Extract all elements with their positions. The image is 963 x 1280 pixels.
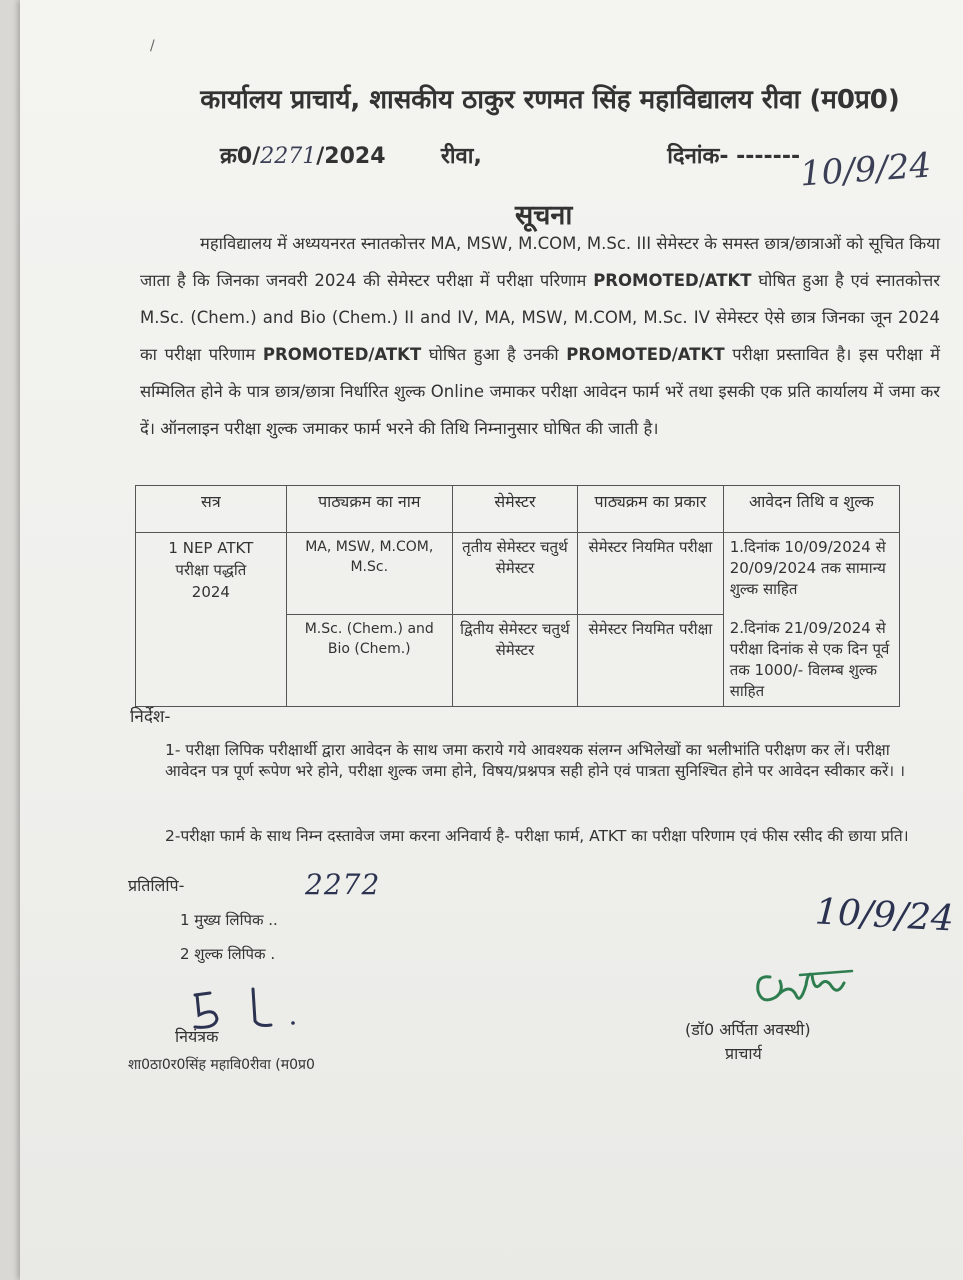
notice-title: सूचना bbox=[515, 200, 573, 231]
application-dates-cell bbox=[723, 533, 899, 707]
status-promoted-atkt-2: PROMOTED/ATKT bbox=[262, 345, 422, 364]
semester-cell: तृतीय सेमेस्टर चतुर्थ सेमेस्टर bbox=[452, 533, 577, 615]
application-period-2: 2.दिनांक 21/09/2024 से परीक्षा दिनांक से एक दिन पूर्व तक 1000/- विलम्ब शुल्क साहित bbox=[729, 619, 890, 700]
copy-item-fee-clerk: 2 शुल्क लिपिक . bbox=[180, 945, 276, 963]
notice-text-2: घोषित हुआ है एवं स्नातकोत्तर M.Sc. (Chem.) and Bio (Chem.) II and IV, MA, MSW, M.COM, M.Sc. IV सेमेस्टर ऐसे छात्र जिनका जून 2024 का परीक्षा परिणाम bbox=[140, 271, 940, 364]
office-heading: कार्यालय प्राचार्य, शासकीय ठाकुर रणमत सिंह महाविद्यालय रीवा (म0प्र0) bbox=[200, 85, 900, 115]
schedule-table bbox=[135, 485, 900, 707]
status-promoted-atkt-3: PROMOTED/ATKT bbox=[566, 345, 725, 364]
header-application-date-fee: आवेदन तिथि व शुल्क bbox=[723, 486, 899, 533]
table-header-row bbox=[136, 486, 900, 533]
principal-signature bbox=[740, 955, 870, 1015]
ref-prefix: क्र0/ bbox=[220, 144, 261, 169]
header-semester: सेमेस्टर bbox=[452, 486, 577, 533]
course-type-cell: सेमेस्टर नियमित परीक्षा bbox=[578, 533, 724, 615]
status-promoted-atkt-1: PROMOTED/ATKT bbox=[593, 271, 752, 290]
header-course-type: पाठ्यक्रम का प्रकार bbox=[578, 486, 724, 533]
course-cell: M.Sc. (Chem.) and Bio (Chem.) bbox=[286, 614, 452, 706]
instructions-label: निर्देश- bbox=[130, 707, 171, 727]
principal-designation: प्राचार्य bbox=[725, 1044, 762, 1063]
principal-name: (डॉ0 अर्पिता अवस्थी) bbox=[685, 1020, 811, 1039]
date-handwritten: 10/9/24 bbox=[798, 145, 933, 195]
semester-cell: द्वितीय सेमेस्टर चतुर्थ सेमेस्टर bbox=[452, 614, 577, 706]
instruction-item-1: 1- परीक्षा लिपिक परीक्षार्थी द्वारा आवेदन के साथ जमा कराये गये आवश्यक संलग्न अभिलेखों का भलीभांति परीक्षण कर लें। परीक्षा आवेदन पत्र पूर्ण रूपेण भरे होने, परीक्षा शुल्क जमा होने, विषय/प्रश्नपत्र सही होने एवं पात्रता सुनिश्चित होने पर आवेदन स्वीकार करें। । bbox=[165, 741, 905, 780]
ref-number-handwritten: 2271 bbox=[260, 144, 317, 169]
session-cell: 1 NEP ATKT परीक्षा पद्धति 2024 bbox=[136, 533, 287, 707]
course-type-cell: सेमेस्टर नियमित परीक्षा bbox=[578, 614, 724, 706]
copy-handwritten-number: 2272 bbox=[305, 868, 381, 901]
notice-text-1: महाविद्यालय में अध्ययनरत स्नातकोत्तर MA, MSW, M.COM, M.Sc. III सेमेस्टर के समस्त छात्र/छात्राओं को सूचित किया जाता है कि जिनका जनवरी 2024 की सेमेस्टर परीक्षा में परीक्षा परिणाम bbox=[140, 234, 940, 290]
application-period-1: 1.दिनांक 10/09/2024 से 20/09/2024 तक सामान्य शुल्क साहित bbox=[729, 538, 886, 598]
controller-label: नियंत्रक bbox=[175, 1027, 219, 1046]
notice-page bbox=[20, 0, 963, 1280]
ref-year: /2024 bbox=[316, 144, 386, 169]
table-row bbox=[136, 533, 900, 615]
instruction-item-2: 2-परीक्षा फार्म के साथ निम्न दस्तावेज जमा करना अनिवार्य है- परीक्षा फार्म, ATKT का परीक्षा परिणाम एवं फीस रसीद की छाया प्रति। bbox=[165, 827, 909, 845]
header-session: सत्र bbox=[136, 486, 287, 533]
stray-mark: / bbox=[150, 38, 155, 54]
place: रीवा, bbox=[440, 144, 482, 169]
notice-body bbox=[140, 225, 940, 447]
date-label: दिनांक- ------- bbox=[667, 144, 801, 169]
reference-line bbox=[220, 140, 800, 170]
notice-text-3: घोषित हुआ है उनकी bbox=[421, 345, 567, 364]
header-course: पाठ्यक्रम का नाम bbox=[286, 486, 452, 533]
course-cell: MA, MSW, M.COM, M.Sc. bbox=[286, 533, 452, 615]
notice-text-4: परीक्षा प्रस्तावित है। इस परीक्षा में सम्मिलित होने के पात्र छात्र/छात्रा निर्धारित शुल्क Online जमाकर परीक्षा आवेदन फार्म भरें तथा इसकी एक प्रति कार्यालय में जमा कर दें। ऑनलाइन परीक्षा शुल्क जमाकर फार्म भरने की तिथि निम्नानुसार घोषित की जाती है। bbox=[140, 345, 940, 438]
principal-date-handwritten: 10/9/24 bbox=[814, 891, 955, 940]
copy-item-head-clerk: 1 मुख्य लिपिक .. bbox=[180, 911, 278, 929]
copy-to-label: प्रतिलिपि- bbox=[128, 876, 185, 895]
controller-office: शा0ठा0र0सिंह महावि0रीवा (म0प्र0 bbox=[128, 1057, 315, 1073]
